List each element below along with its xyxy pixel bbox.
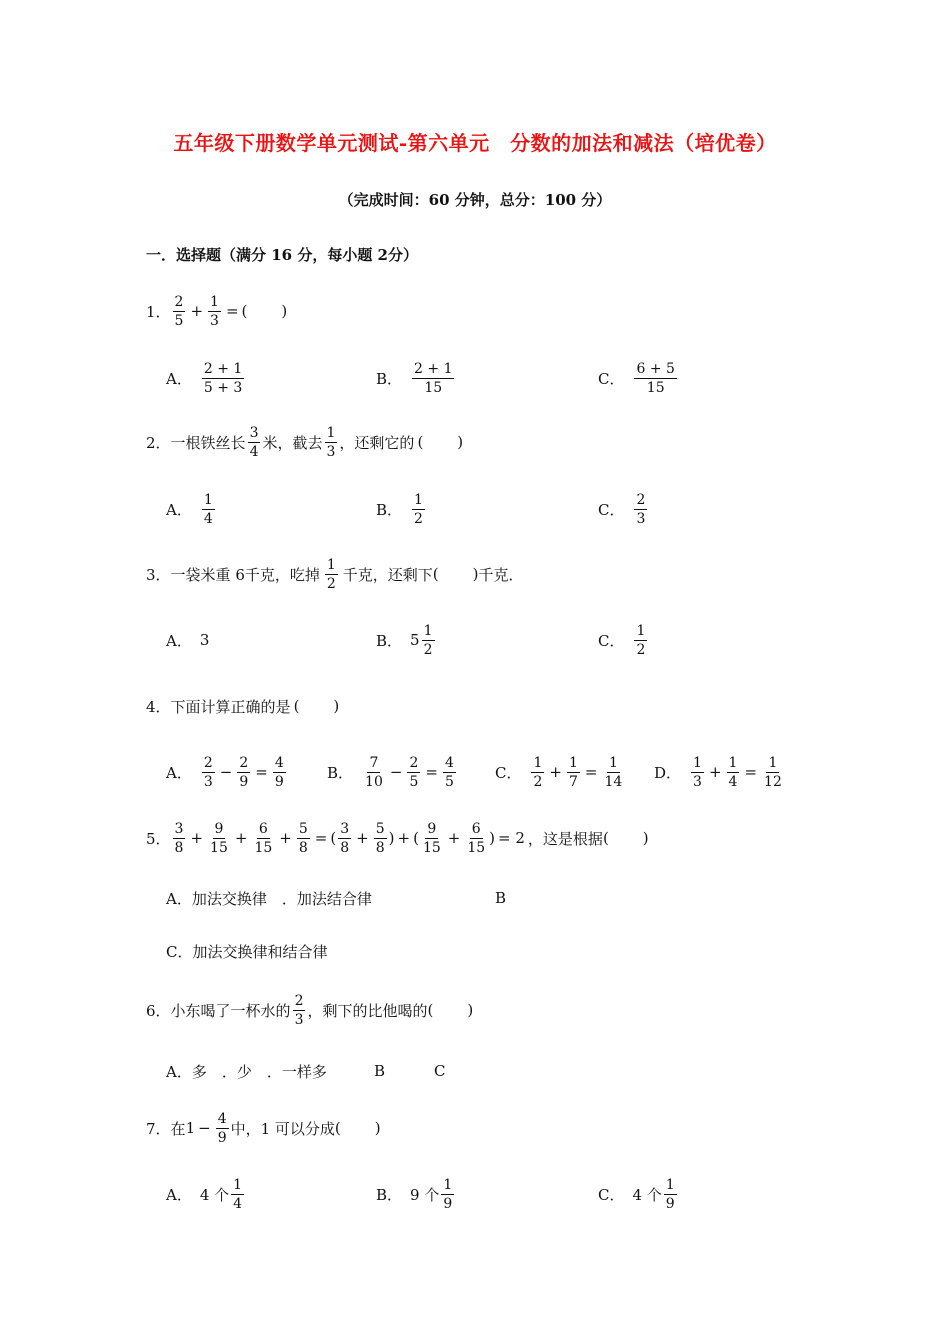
operator: + xyxy=(234,829,248,847)
numerator: 3 xyxy=(174,820,184,837)
fraction xyxy=(216,1112,229,1145)
operator: = xyxy=(744,763,758,781)
numerator: 3 xyxy=(249,424,259,441)
fraction xyxy=(231,1178,244,1211)
answer-paren-close: ) xyxy=(467,1001,474,1019)
denominator: 4 xyxy=(233,1195,243,1212)
denominator: 10 xyxy=(365,773,383,790)
fraction xyxy=(441,1178,454,1211)
numerator: 1 xyxy=(533,754,543,771)
operator: = xyxy=(425,763,438,781)
denominator: 2 xyxy=(326,575,336,592)
option-label: C． xyxy=(495,763,522,782)
question-4 xyxy=(146,684,339,728)
fraction xyxy=(363,756,385,789)
fraction xyxy=(208,295,221,328)
fraction xyxy=(237,756,250,789)
option-label: B． xyxy=(376,500,403,519)
section-heading: 一．选择题（满分 16 分，每小题 2分） xyxy=(146,246,418,264)
question-text: 下面计算正确的是 xyxy=(170,697,291,716)
answer-paren-close: ) xyxy=(333,697,340,715)
answer-paren-open: ( xyxy=(417,433,424,451)
fraction xyxy=(407,756,420,789)
question-text: 米，截去 xyxy=(262,433,323,452)
numerator: 6 xyxy=(258,820,268,837)
question-text: 在 xyxy=(170,1119,186,1138)
numerator: 1 xyxy=(608,754,618,771)
denominator: 7 xyxy=(568,773,578,790)
option-value: 3 xyxy=(199,631,210,649)
numerator: 1 xyxy=(414,491,423,508)
fraction xyxy=(208,822,230,855)
fraction xyxy=(374,822,387,855)
fraction xyxy=(531,756,544,789)
numerator: 1 xyxy=(326,424,336,441)
answer-paren-open: ( xyxy=(427,1001,434,1019)
option-c xyxy=(495,750,626,794)
paren: ) xyxy=(388,829,395,847)
fraction xyxy=(412,362,454,395)
denominator: 15 xyxy=(424,379,443,396)
numerator: 4 xyxy=(444,754,454,771)
operator: + xyxy=(549,763,562,781)
denominator: 4 xyxy=(728,773,738,790)
paren: ( xyxy=(413,829,419,847)
option-label: C． xyxy=(598,369,625,388)
numerator: 9 xyxy=(214,820,224,837)
denominator: 2 xyxy=(533,773,543,790)
denominator: 14 xyxy=(604,773,623,790)
fraction xyxy=(664,1178,677,1211)
operator: − xyxy=(389,763,403,781)
denominator: 15 xyxy=(254,839,273,856)
numerator: 1 xyxy=(443,1176,453,1193)
question-number: 6． xyxy=(146,1001,171,1020)
answer-paren-open: ( xyxy=(334,1119,341,1137)
numerator: 1 xyxy=(728,754,738,771)
option-label: B． xyxy=(376,631,403,650)
option-c: C．加法交换律和结合律 xyxy=(166,942,328,961)
fraction xyxy=(762,756,784,789)
numerator: 2 xyxy=(203,754,213,771)
operator: = xyxy=(255,763,268,781)
option-b xyxy=(327,750,458,794)
whole-number: 1 xyxy=(185,1119,196,1137)
option-b xyxy=(376,618,437,662)
denominator: 15 xyxy=(467,839,486,856)
fraction xyxy=(412,493,425,526)
option-label: C． xyxy=(598,631,625,650)
numerator: 1 xyxy=(326,556,336,573)
question-5 xyxy=(146,816,649,860)
numerator: 9 xyxy=(427,820,437,837)
option-label: D． xyxy=(654,763,682,782)
denominator: 15 xyxy=(422,839,441,856)
numerator: 1 xyxy=(233,1176,243,1193)
fraction xyxy=(567,756,580,789)
numerator: 2 + 1 xyxy=(203,360,243,377)
option-c xyxy=(598,356,679,400)
question-3 xyxy=(146,552,524,596)
denominator: 9 xyxy=(239,773,249,790)
numerator: 1 xyxy=(568,754,578,771)
denominator: 5 + 3 xyxy=(203,379,243,396)
numerator: 2 xyxy=(636,491,646,508)
fraction xyxy=(325,426,338,459)
numerator: 1 xyxy=(210,293,219,310)
operator: + xyxy=(447,829,461,847)
fraction xyxy=(422,624,435,657)
numerator: 4 xyxy=(274,754,284,771)
answer-paren-open: ( xyxy=(293,697,300,715)
denominator: 8 xyxy=(298,839,308,856)
fraction xyxy=(273,756,286,789)
option-label: A． xyxy=(166,500,192,519)
fraction xyxy=(248,426,261,459)
question-text: ，剩下的比他喝的 xyxy=(307,1001,428,1020)
option-label: B． xyxy=(327,763,354,782)
question-1 xyxy=(146,289,287,333)
option-a xyxy=(166,356,246,400)
answer-paren-close: ) xyxy=(374,1119,381,1137)
numerator: 6 xyxy=(471,820,481,837)
question-number: 2． xyxy=(146,433,171,452)
denominator: 3 xyxy=(693,773,702,790)
answer-paren-open: ( xyxy=(241,302,248,320)
denominator: 9 xyxy=(443,1195,453,1212)
numerator: 7 xyxy=(369,754,379,771)
option-a xyxy=(166,1172,246,1216)
options: A．多 ．少 ．一样多 xyxy=(166,1062,327,1081)
result: = 2 xyxy=(498,829,525,847)
denominator: 8 xyxy=(340,839,350,856)
numerator: 1 xyxy=(665,1176,675,1193)
option-text: 9 个 xyxy=(410,1185,440,1204)
option-a xyxy=(166,487,217,531)
option-text: 4 个 xyxy=(199,1185,230,1204)
denominator: 15 xyxy=(646,379,665,396)
option-label: A． xyxy=(166,631,192,650)
option-label: A． xyxy=(166,369,192,388)
denominator: 15 xyxy=(210,839,228,856)
question-2 xyxy=(146,420,463,464)
fraction xyxy=(293,994,306,1027)
denominator: 8 xyxy=(375,839,385,856)
fraction xyxy=(634,493,647,526)
denominator: 3 xyxy=(294,1011,304,1028)
option-label: A． xyxy=(166,1185,192,1204)
option-b-marker: B xyxy=(374,1062,386,1080)
denominator: 2 xyxy=(423,641,433,658)
answer-paren-open: ( xyxy=(432,565,439,583)
numerator: 1 xyxy=(423,622,433,639)
denominator: 4 xyxy=(203,510,213,527)
numerator: 2 xyxy=(409,754,419,771)
question-number: 1． xyxy=(146,302,171,321)
numerator: 5 xyxy=(298,820,308,837)
answer-paren-close: ) xyxy=(281,302,288,320)
question-number: 5． xyxy=(146,829,171,848)
question-number: 3． xyxy=(146,565,171,584)
option-label: C． xyxy=(598,500,625,519)
option-c xyxy=(598,487,649,531)
numerator: 4 xyxy=(217,1110,227,1127)
operator: = xyxy=(584,763,598,781)
operator: + xyxy=(279,829,292,847)
denominator: 2 xyxy=(414,510,423,527)
document-title: 五年级下册数学单元测试-第六单元 分数的加法和减法（培优卷） xyxy=(173,131,777,155)
fraction xyxy=(465,822,487,855)
numerator: 2 xyxy=(294,992,304,1009)
fraction xyxy=(338,822,351,855)
option-b xyxy=(376,1172,456,1216)
denominator: 5 xyxy=(409,773,419,790)
fraction xyxy=(691,756,704,789)
option-a-b: A．加法交换律 ．加法结合律 xyxy=(166,889,372,908)
fraction xyxy=(202,493,215,526)
option-label: B． xyxy=(376,1185,403,1204)
question-number: 4． xyxy=(146,697,171,716)
denominator: 3 xyxy=(203,773,213,790)
denominator: 9 xyxy=(217,1129,227,1146)
question-text: 一根铁丝长 xyxy=(170,433,246,452)
operator: = xyxy=(225,302,239,320)
numerator: 1 xyxy=(768,754,778,771)
denominator: 12 xyxy=(764,773,782,790)
paren: ) xyxy=(489,829,496,847)
denominator: 5 xyxy=(444,773,454,790)
option-d xyxy=(654,750,786,794)
option-a xyxy=(166,750,288,794)
question-6 xyxy=(146,988,473,1032)
denominator: 3 xyxy=(636,510,646,527)
numerator: 2 xyxy=(239,754,249,771)
option-c-marker: C xyxy=(434,1062,446,1080)
operator: + xyxy=(190,302,204,320)
answer-paren-close: ) xyxy=(472,565,479,583)
operator: + xyxy=(708,763,722,781)
question-text: ，这是根据 xyxy=(527,829,603,848)
fraction xyxy=(634,362,676,395)
denominator: 3 xyxy=(210,312,219,329)
operator: + xyxy=(190,829,204,847)
numerator: 1 xyxy=(693,754,702,771)
question-text: 中，1 可以分成 xyxy=(230,1119,335,1138)
fraction xyxy=(602,756,624,789)
denominator: 9 xyxy=(665,1195,675,1212)
denominator: 2 xyxy=(636,641,646,658)
numerator: 3 xyxy=(340,820,350,837)
paren: ( xyxy=(330,829,337,847)
option-label: A． xyxy=(166,763,192,782)
document-subtitle: （完成时间：60 分钟，总分：100 分） xyxy=(338,191,612,209)
whole-number: 5 xyxy=(410,631,420,649)
denominator: 8 xyxy=(174,839,184,856)
option-b-marker: B xyxy=(495,889,507,907)
operator: + xyxy=(397,829,411,847)
fraction xyxy=(202,756,215,789)
question-number: 7． xyxy=(146,1119,171,1138)
fraction xyxy=(202,362,244,395)
numerator: 1 xyxy=(203,491,213,508)
fraction xyxy=(727,756,740,789)
option-text: 4 个 xyxy=(632,1185,662,1204)
fraction xyxy=(443,756,456,789)
denominator: 4 xyxy=(249,443,259,460)
option-b xyxy=(376,356,456,400)
numerator: 2 + 1 xyxy=(414,360,453,377)
numerator: 5 xyxy=(375,820,385,837)
question-text: 一袋米重 6千克，吃掉 xyxy=(170,565,320,584)
option-c xyxy=(598,618,649,662)
option-label: C． xyxy=(598,1185,625,1204)
numerator: 6 + 5 xyxy=(636,360,675,377)
fraction xyxy=(297,822,310,855)
fraction xyxy=(421,822,443,855)
numerator: 2 xyxy=(174,293,184,310)
answer-paren-open: ( xyxy=(602,829,609,847)
question-text: 小东喝了一杯水的 xyxy=(170,1001,291,1020)
numerator: 1 xyxy=(636,622,646,639)
answer-paren-close: ) xyxy=(457,433,464,451)
fraction xyxy=(252,822,274,855)
question-text: ，还剩它的 xyxy=(339,433,415,452)
option-a xyxy=(166,618,209,662)
operator: − xyxy=(198,1119,211,1137)
question-7 xyxy=(146,1106,381,1150)
fraction xyxy=(173,822,186,855)
operator: = xyxy=(314,829,328,847)
option-b xyxy=(376,487,427,531)
fraction xyxy=(173,295,186,328)
denominator: 5 xyxy=(174,312,184,329)
fraction xyxy=(325,558,338,591)
fraction xyxy=(634,624,647,657)
operator: − xyxy=(219,763,233,781)
answer-paren-close: ) xyxy=(642,829,649,847)
question-text: 千克，还剩下 xyxy=(342,565,433,584)
operator: + xyxy=(356,829,369,847)
option-c xyxy=(598,1172,679,1216)
option-label: B． xyxy=(376,369,403,388)
denominator: 3 xyxy=(326,443,336,460)
denominator: 9 xyxy=(274,773,284,790)
question-text: 千克． xyxy=(478,565,524,584)
